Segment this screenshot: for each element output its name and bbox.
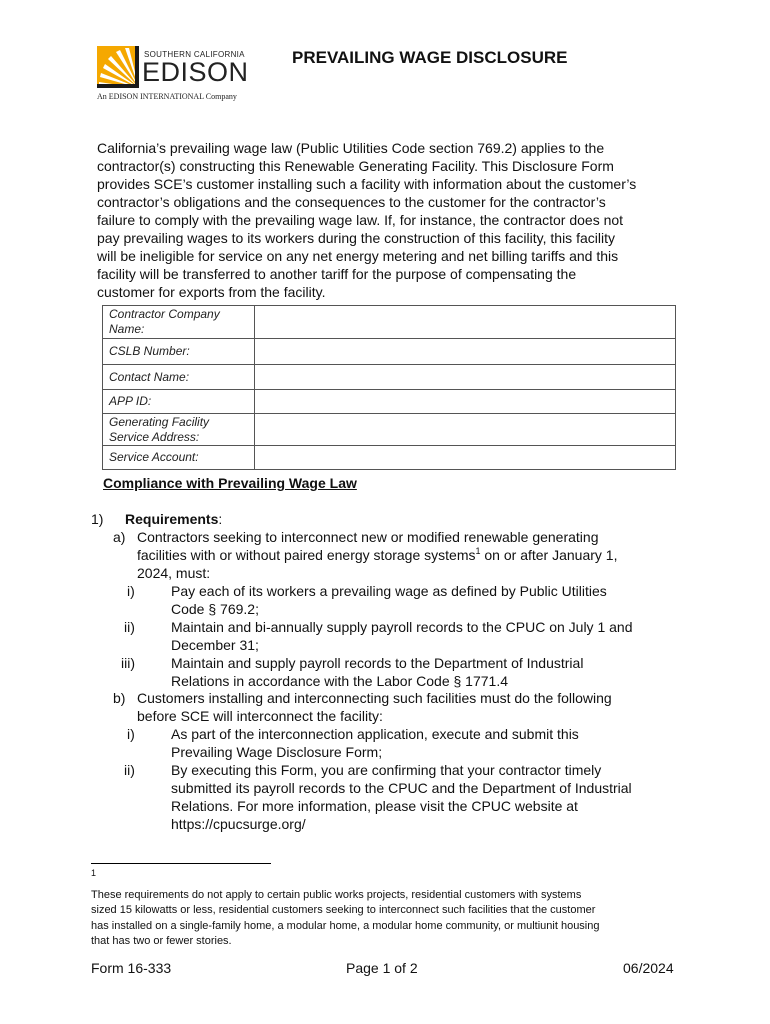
list-marker: i)	[127, 583, 135, 599]
app-id-field[interactable]	[255, 390, 676, 414]
contractor-company-name-field[interactable]	[255, 306, 676, 339]
footnote	[91, 868, 691, 950]
list-item-text: Pay each of its workers a prevailing wage as defined by Public Utilities	[171, 583, 607, 599]
edison-logo	[97, 46, 249, 104]
intro-line: facility will be transferred to another tariff for the purpose of compensating the	[97, 266, 577, 282]
list-item-text: As part of the interconnection application, execute and submit this	[171, 726, 579, 742]
list-item-text: December 31;	[171, 637, 259, 653]
field-label: Contractor Company Name:	[103, 306, 255, 339]
list-item-text: Relations. For more information, please visit the CPUC website at	[171, 798, 578, 814]
table-row	[103, 414, 676, 446]
intro-line: pay prevailing wages to its workers during the construction of this facility, this facility	[97, 230, 615, 246]
contact-name-field[interactable]	[255, 365, 676, 390]
intro-line: failure to comply with the prevailing wage law. If, for instance, the contractor does not	[97, 212, 624, 228]
intro-line: California’s prevailing wage law (Public Utilities Code section 769.2) applies to the	[97, 140, 605, 156]
list-item-text: 2024, must:	[137, 565, 211, 581]
logo-line-1: SOUTHERN CALIFORNIA	[144, 50, 245, 59]
list-item-text: Relations in accordance with the Labor Code § 1771.4	[171, 673, 508, 689]
list-item-text: submitted its payroll records to the CPUC and the Department of Industrial	[171, 780, 632, 796]
table-row	[103, 446, 676, 470]
list-item-text: By executing this Form, you are confirming that your contractor timely	[171, 762, 602, 778]
table-row	[103, 339, 676, 365]
list-marker: i)	[127, 726, 135, 742]
intro-paragraph	[97, 139, 667, 301]
list-item-text: Customers installing and interconnecting such facilities must do the following	[137, 690, 612, 706]
logo-line-2: EDISON	[142, 57, 249, 87]
footnote-line: has installed on a single-family home, a modular home, a modular home community, or multiunit housing	[91, 919, 600, 932]
footnote-line: $^1$ These requirements do not apply to certain public works projects, residential customers with systems	[91, 868, 582, 901]
intro-line: contractor’s obligations and the consequences to the customer for the contractor’s	[97, 194, 606, 210]
intro-line: customer for exports from the facility.	[97, 284, 326, 300]
list-item-text: Maintain and bi-annually supply payroll records to the CPUC on July 1 and	[171, 619, 633, 635]
intro-line: will be ineligible for service on any net energy metering and net billing tariffs and this	[97, 248, 619, 264]
service-account-field[interactable]	[255, 446, 676, 470]
table-row	[103, 365, 676, 390]
footnote-divider	[91, 863, 271, 864]
list-marker: ii)	[124, 619, 135, 635]
table-row	[103, 306, 676, 339]
field-label: CSLB Number:	[103, 339, 255, 365]
intro-line: contractor(s) constructing this Renewable Generating Facility. This Disclosure Form	[97, 158, 614, 174]
list-item-text: Prevailing Wage Disclosure Form;	[171, 744, 383, 760]
table-row	[103, 390, 676, 414]
list-marker: b)	[113, 690, 126, 706]
cpuc-website-link[interactable]: https://cpucsurge.org/	[171, 816, 306, 832]
section-title: Compliance with Prevailing Wage Law	[103, 475, 357, 491]
list-item-text: before SCE will interconnect the facility:	[137, 708, 383, 724]
list-item-text: Contractors seeking to interconnect new or modified renewable generating	[137, 529, 599, 545]
cslb-number-field[interactable]	[255, 339, 676, 365]
list-marker: a)	[113, 529, 126, 545]
field-label: Service Account:	[103, 446, 255, 470]
list-item-text: Code § 769.2;	[171, 601, 259, 617]
list-number: 1)	[91, 511, 104, 527]
list-marker: iii)	[121, 655, 135, 671]
form-number: Form 16-333	[91, 960, 172, 976]
requirements-heading: Requirements:	[125, 511, 223, 527]
list-marker: ii)	[124, 762, 135, 778]
contractor-info-table	[102, 305, 676, 470]
footnote-line: that has two or fewer stories.	[91, 935, 232, 947]
service-address-field[interactable]	[255, 414, 676, 446]
footnote-line: sized 15 kilowatts or less, residential customers seeking to interconnect such facilities that the customer	[91, 904, 596, 916]
page-title: PREVAILING WAGE DISCLOSURE	[292, 48, 568, 67]
list-item-text: Maintain and supply payroll records to the Department of Industrial	[171, 655, 584, 671]
field-label: Contact Name:	[103, 365, 255, 390]
edison-sun-logo-icon	[97, 46, 139, 88]
field-label: Generating Facility Service Address:	[103, 414, 255, 446]
intro-line: provides SCE’s customer installing such a facility with information about the customer’s	[97, 176, 637, 192]
field-label: APP ID:	[103, 390, 255, 414]
page-number: Page 1 of 2	[346, 960, 418, 976]
revision-date: 06/2024	[623, 960, 674, 976]
list-item-text: facilities with or without paired energy storage systems$^1$ on or after January 1,	[137, 546, 618, 563]
logo-tagline: An EDISON INTERNATIONAL Company	[97, 92, 237, 101]
